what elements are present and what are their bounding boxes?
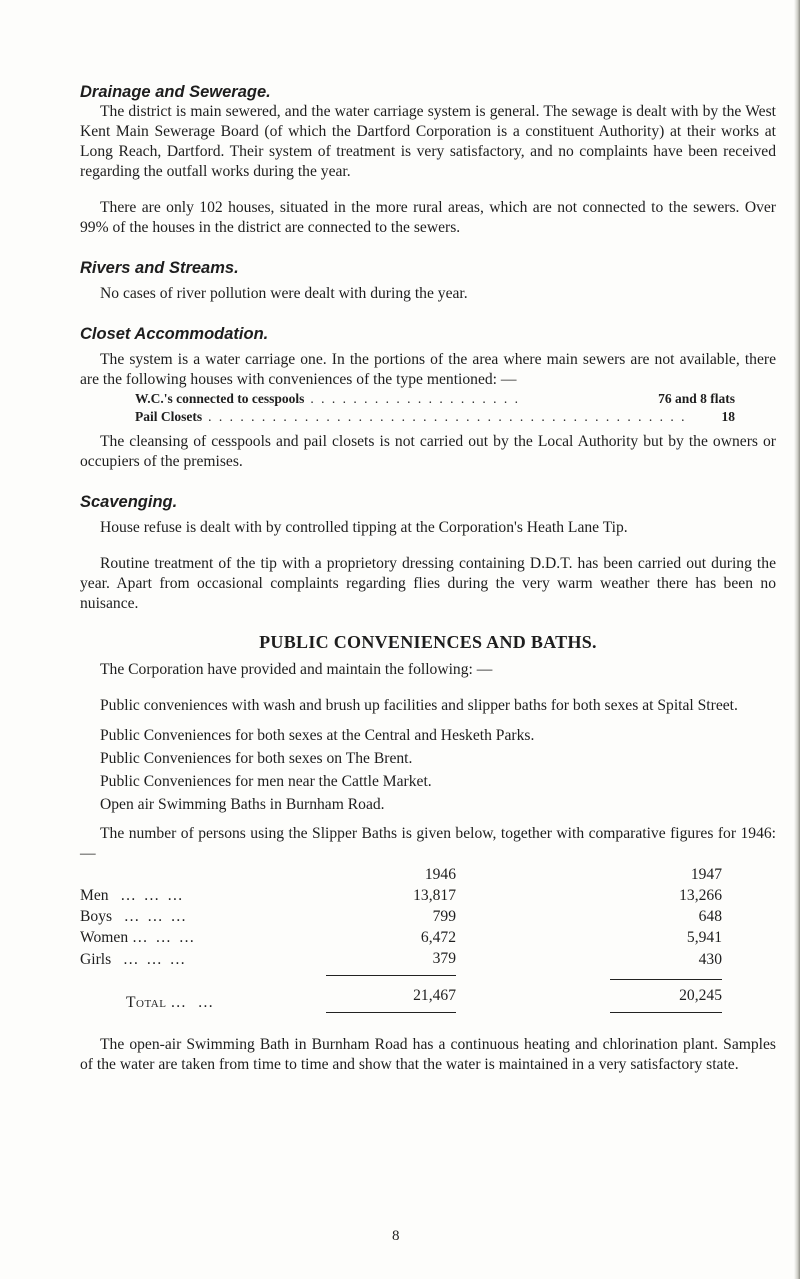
document-page xyxy=(80,82,776,1075)
closet-item-label: Pail Closets xyxy=(135,409,203,424)
total-label: Total xyxy=(126,993,167,1011)
row-label: Men xyxy=(80,887,109,904)
table-total-row: Total … … 21,467 20,245 xyxy=(80,976,722,1013)
closet-heading: Closet Accommodation. xyxy=(80,325,269,343)
cell-1947: 648 xyxy=(698,908,722,925)
slipper-baths-table xyxy=(80,864,722,1013)
total-1946: 21,467 xyxy=(326,976,456,1013)
drainage-paragraph-1: The district is main sewered, and the water carriage system is general. The sewage is dealt with by the West Kent Main Sewerage Board (of which the Dartford Corporation is a constituent Authority) at their works at Long Reach, Dartford. Their system of treatment is very satisfactory, and no complaints have been received regarding the outfall works during the year. xyxy=(80,103,776,180)
public-paragraph-3: The open-air Swimming Bath in Burnham Road has a continuous heating and chlorination plant. Samples of the water are taken from time to time and show that the water is maintained in a very satisfactory state. xyxy=(80,1036,776,1073)
rivers-heading: Rivers and Streams. xyxy=(80,259,239,277)
row-label: Women xyxy=(80,929,129,946)
public-line-3: Public Conveniences for men near the Cattle Market. xyxy=(100,773,432,790)
cell-1947: 5,941 xyxy=(686,929,722,946)
table-row: Boys … … … 799 648 xyxy=(80,908,722,925)
public-paragraph-1: Public conveniences with wash and brush up facilities and slipper baths for both sexes at Spital Street. xyxy=(100,697,738,714)
cell-1946: 799 xyxy=(432,908,456,925)
closet-paragraph-1: The system is a water carriage one. In the portions of the area where main sewers are not available, there are the following houses with conveniences of the type mentioned: — xyxy=(80,351,776,388)
public-intro: The Corporation have provided and maintain the following: — xyxy=(100,661,493,678)
cell-1946: 13,817 xyxy=(413,887,456,904)
closet-item-value: 76 and 8 flats xyxy=(658,391,735,406)
row-label: Girls xyxy=(80,950,112,968)
list-item: Pail Closets . . . . . . . . . . . . . . . . . . . . . . . . . . . . . . . . . . . . . . . . . . . . . 18 xyxy=(135,409,735,424)
closet-item-label: W.C.'s connected to cesspools xyxy=(135,391,305,406)
table-header-row xyxy=(80,864,722,885)
cell-1946: 6,472 xyxy=(420,929,456,946)
page-edge-shadow xyxy=(794,0,800,1279)
page-number: 8 xyxy=(392,1228,400,1244)
scavenging-paragraph-2: Routine treatment of the tip with a proprietory dressing containing D.D.T. has been carried out during the year. Apart from occasional complaints regarding flies during the very warm weather there has been no nuisance. xyxy=(80,555,776,612)
col-1946-header: 1946 xyxy=(424,866,456,883)
drainage-heading: Drainage and Sewerage. xyxy=(80,83,271,101)
rivers-paragraph: No cases of river pollution were dealt with during the year. xyxy=(100,285,468,302)
cell-1947: 13,266 xyxy=(679,887,722,904)
closet-paragraph-2: The cleansing of cesspools and pail closets is not carried out by the Local Authority but by the owners or occupiers of the premises. xyxy=(80,433,776,470)
public-paragraph-2: The number of persons using the Slipper Baths is given below, together with comparative figures for 1946: — xyxy=(80,825,776,862)
cell-1947: 430 xyxy=(698,950,722,968)
list-item: W.C.'s connected to cesspools . . . . . . . . . . . . . . . . . . . . 76 and 8 flats xyxy=(135,391,735,406)
col-1947-header: 1947 xyxy=(690,866,722,883)
closet-list xyxy=(135,390,735,426)
total-1947: 20,245 xyxy=(610,979,722,1013)
public-line-2: Public Conveniences for both sexes on The Brent. xyxy=(100,750,413,767)
cell-1946: 379 xyxy=(432,950,456,967)
closet-item-value: 18 xyxy=(721,409,735,424)
public-line-1: Public Conveniences for both sexes at the Central and Hesketh Parks. xyxy=(100,727,535,744)
drainage-paragraph-2: There are only 102 houses, situated in the more rural areas, which are not connected to the sewers. Over 99% of the houses in the district are connected to the sewers. xyxy=(80,199,776,236)
public-conveniences-heading: PUBLIC CONVENIENCES AND BATHS. xyxy=(259,632,597,652)
scavenging-heading: Scavenging. xyxy=(80,493,178,511)
table-row: Girls … … … 379 430 xyxy=(80,948,722,976)
public-line-4: Open air Swimming Baths in Burnham Road. xyxy=(100,796,385,813)
scavenging-paragraph-1: House refuse is dealt with by controlled tipping at the Corporation's Heath Lane Tip. xyxy=(100,519,628,536)
row-label: Boys xyxy=(80,908,113,925)
table-row: Women … … … 6,472 5,941 xyxy=(80,929,722,946)
table-row: Men … … … 13,817 13,266 xyxy=(80,887,722,904)
